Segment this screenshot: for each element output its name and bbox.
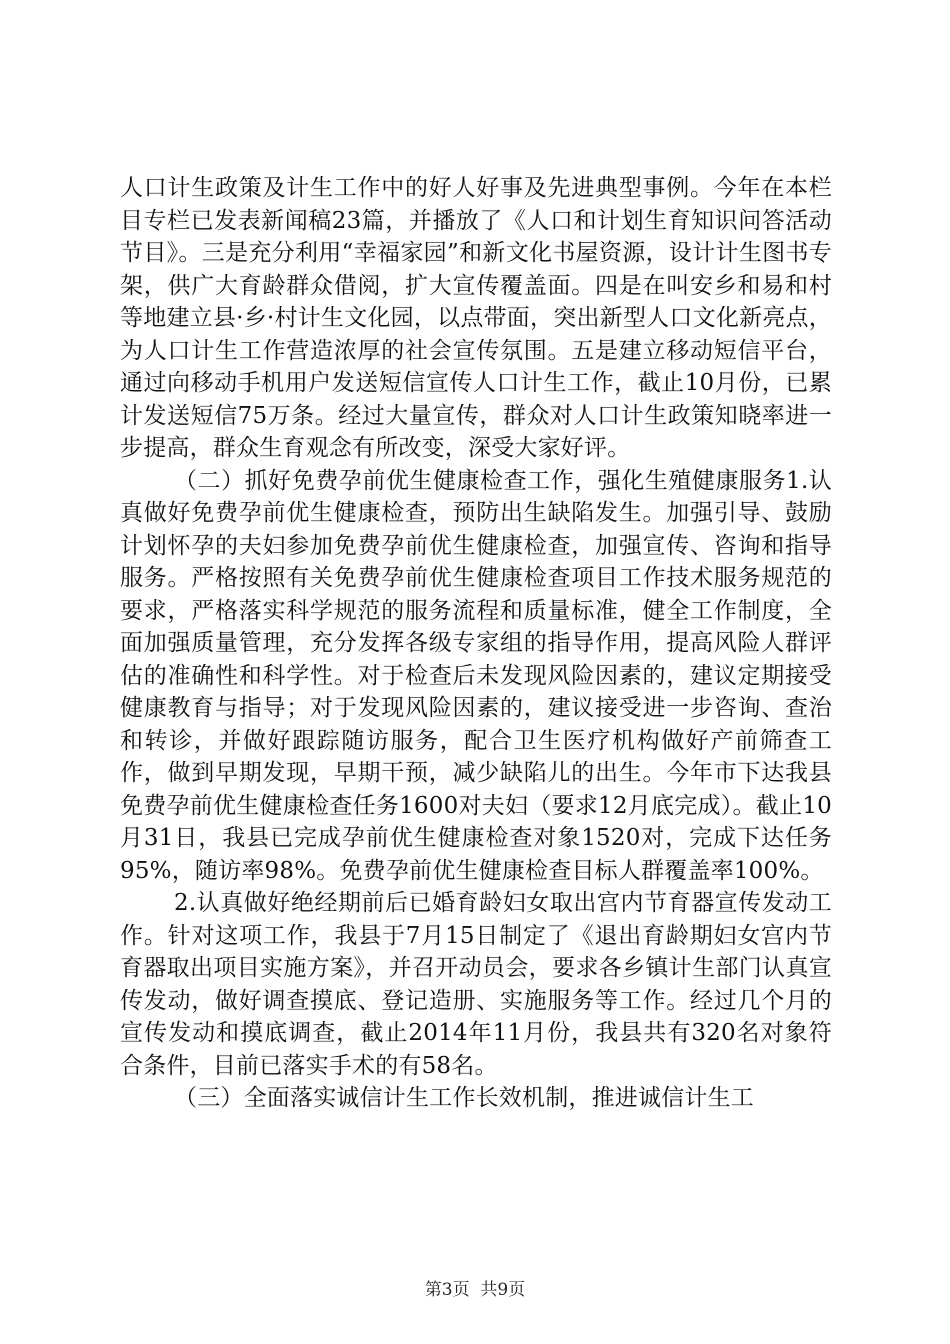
page-number-footer: 第3页 共9页 — [424, 1280, 526, 1300]
paragraph-integrity-mechanism: （三）全面落实诚信计生工作长效机制，推进诚信计生工 — [174, 1085, 754, 1111]
document-body — [120, 172, 832, 1115]
paragraph-iud-removal: 2.认真做好绝经期前后已婚育龄妇女取出宫内节育器宣传发动工作。针对这项工作，我县于7月15日制定了《退出育龄期妇女宫内节育器取出项目实施方案》，并召开动员会，要求各乡镇计生部门认真宣传发动，做好调查摸底、登记造册、实施服务等工作。经过几个月的宣传发动和摸底调查，截止2014年11月份，我县共有320名对象符合条件，目前已落实手术的有58名。 — [120, 890, 832, 1079]
paragraph-prenatal-health-check: （二）抓好免费孕前优生健康检查工作，强化生殖健康服务1.认真做好免费孕前优生健康检查，预防出生缺陷发生。加强引导、鼓励计划怀孕的夫妇参加免费孕前优生健康检查，加强宣传、咨询和指导服务。严格按照有关免费孕前优生健康检查项目工作技术服务规范的要求，严格落实科学规范的服务流程和质量标准，健全工作制度，全面加强质量管理，充分发挥各级专家组的指导作用，提高风险人群评估的准确性和科学性。对于检查后未发现风险因素的，建议定期接受健康教育与指导；对于发现风险因素的，建议接受进一步咨询、查治和转诊，并做好跟踪随访服务，配合卫生医疗机构做好产前筛查工作，做到早期发现，早期干预，减少缺陷儿的出生。今年市下达我县免费孕前优生健康检查任务1600对夫妇（要求12月底完成）。截止10月31日，我县已完成孕前优生健康检查对象1520对，完成下达任务95%，随访率98%。免费孕前优生健康检查目标人群覆盖率100%。 — [120, 467, 832, 884]
paragraph-publicity-summary: 人口计生政策及计生工作中的好人好事及先进典型事例。今年在本栏目专栏已发表新闻稿23篇，并播放了《人口和计划生育知识问答活动节目》。三是充分利用“幸福家园”和新文化书屋资源，设计计生图书专架，供广大育龄群众借阅，扩大宣传覆盖面。四是在叫安乡和易和村等地建立县·乡·村计生文化园，以点带面，突出新型人口文化新亮点，为人口计生工作营造浓厚的社会宣传氛围。五是建立移动短信平台，通过向移动手机用户发送短信宣传人口计生工作，截止10月份，已累计发送短信75万条。经过大量宣传，群众对人口计生政策知晓率进一步提高，群众生育观念有所改变，深受大家好评。 — [120, 175, 832, 461]
